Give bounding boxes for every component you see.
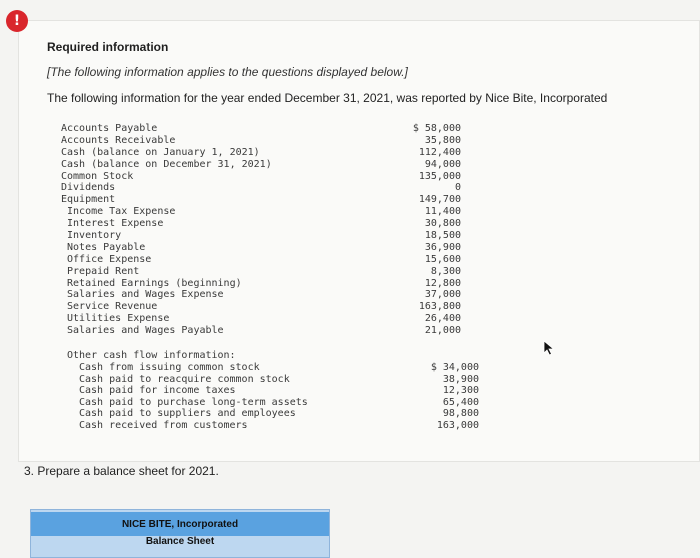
account-amount: 0 (454, 182, 461, 194)
account-row (61, 182, 461, 194)
account-amount: 37,000 (424, 289, 461, 301)
company-name-header: NICE BITE, Incorporated (31, 512, 329, 536)
account-amount: 35,800 (424, 134, 461, 146)
cash-flow-row (67, 397, 479, 409)
cash-flow-amount: $ 34,000 (430, 362, 479, 373)
account-row (61, 171, 461, 183)
account-amount: 11,400 (424, 206, 461, 218)
balance-sheet-title: Balance Sheet (145, 536, 215, 544)
account-name: Common Stock (61, 170, 134, 182)
account-amount: 94,000 (424, 158, 461, 170)
account-name: Cash (balance on January 1, 2021) (61, 146, 260, 158)
account-row (61, 254, 461, 266)
account-name: Accounts Payable (61, 123, 158, 134)
info-note: [The following information applies to the questions displayed below.] (47, 65, 408, 79)
account-name: Service Revenue (61, 301, 158, 313)
account-name: Retained Earnings (beginning) (61, 277, 242, 289)
account-amount: 135,000 (418, 170, 461, 182)
balance-sheet-form[interactable] (30, 509, 330, 558)
account-row (61, 206, 461, 218)
account-row (61, 123, 461, 135)
account-amount: 30,800 (424, 218, 461, 230)
cash-flow-name: Cash paid for income taxes (79, 385, 236, 397)
account-name: Office Expense (61, 253, 152, 265)
account-amount: 15,600 (424, 253, 461, 265)
account-name: Utilities Expense (61, 313, 170, 325)
cash-flow-row (67, 408, 479, 420)
account-amount: 26,400 (424, 313, 461, 325)
account-amount: 112,400 (418, 146, 461, 158)
cash-flow-amount: 65,400 (442, 396, 479, 408)
cash-flow-header: Other cash flow information: (67, 350, 236, 361)
account-name: Notes Payable (61, 241, 146, 253)
cash-flow-amount: 12,300 (442, 385, 479, 397)
account-list (61, 123, 461, 337)
account-row (61, 325, 461, 337)
account-amount: 8,300 (430, 265, 461, 277)
account-amount: 18,500 (424, 230, 461, 242)
account-amount: 12,800 (424, 277, 461, 289)
intro-text: The following information for the year ended December 31, 2021, was reported by Nice Bite, Incorporated (47, 91, 608, 105)
cash-flow-amount: 98,800 (442, 408, 479, 420)
cash-flow-name: Cash paid to suppliers and employees (79, 408, 296, 420)
account-name: Cash (balance on December 31, 2021) (61, 158, 272, 170)
cash-flow-row (67, 420, 479, 432)
account-row (61, 135, 461, 147)
account-name: Accounts Receivable (61, 134, 176, 146)
account-name: Dividends (61, 182, 116, 194)
account-row (61, 278, 461, 290)
cash-flow-row (67, 385, 479, 397)
account-row (61, 218, 461, 230)
account-name: Salaries and Wages Payable (61, 325, 224, 337)
account-row (61, 289, 461, 301)
mouse-cursor-icon (543, 340, 557, 356)
exclamation-icon[interactable]: ! (6, 10, 28, 32)
account-name: Inventory (61, 230, 122, 242)
cash-flow-name: Cash paid to purchase long-term assets (79, 396, 308, 408)
cash-flow-amount: 38,900 (442, 373, 479, 385)
account-amount: $ 58,000 (412, 123, 461, 134)
account-row (61, 194, 461, 206)
account-row (61, 266, 461, 278)
account-amount: 163,800 (418, 301, 461, 313)
account-amount: 149,700 (418, 194, 461, 206)
account-name: Income Tax Expense (61, 206, 176, 218)
account-row (61, 242, 461, 254)
account-name: Salaries and Wages Expense (61, 289, 224, 301)
cash-flow-name: Cash from issuing common stock (79, 362, 260, 373)
account-row (61, 159, 461, 171)
cash-flow-row (67, 362, 479, 374)
question-text: 3. Prepare a balance sheet for 2021. (24, 464, 219, 478)
account-amount: 36,900 (424, 241, 461, 253)
cash-flow-row (67, 374, 479, 386)
account-amount: 21,000 (424, 325, 461, 337)
cash-flow-info (67, 350, 479, 432)
account-row (61, 230, 461, 242)
account-row (61, 313, 461, 325)
account-row (61, 301, 461, 313)
cash-flow-amount: 163,000 (436, 419, 479, 431)
cash-flow-name: Cash received from customers (79, 419, 248, 431)
account-row (61, 147, 461, 159)
required-info-title: Required information (47, 40, 169, 54)
account-name: Interest Expense (61, 218, 164, 230)
account-name: Equipment (61, 194, 116, 206)
cash-flow-name: Cash paid to reacquire common stock (79, 373, 290, 385)
account-name: Prepaid Rent (61, 265, 140, 277)
